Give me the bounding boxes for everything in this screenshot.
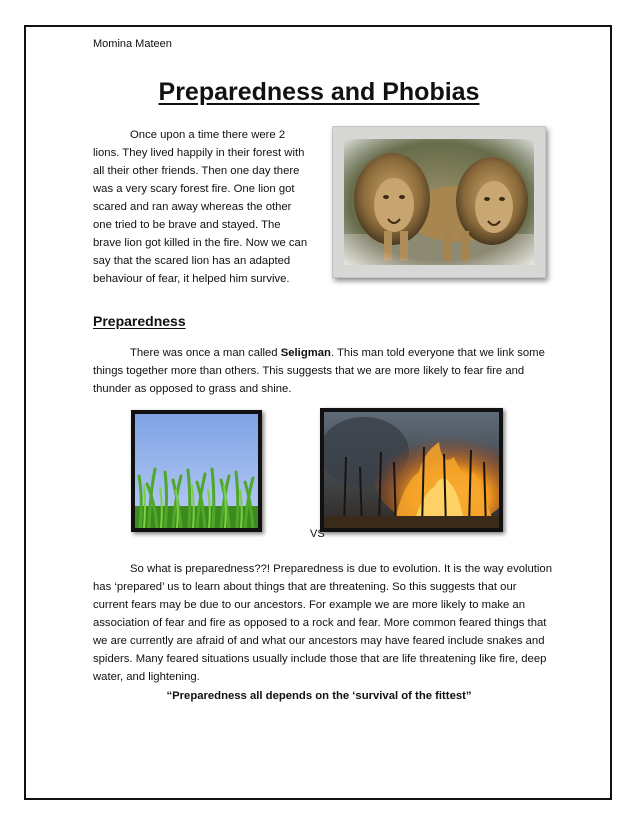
- grass-image-frame: [131, 410, 262, 532]
- lions-image: [344, 139, 534, 265]
- author-name: Momina Mateen: [93, 38, 172, 50]
- page-title: Preparedness and Phobias: [158, 78, 480, 106]
- lions-image-frame: [332, 126, 546, 278]
- section-heading-preparedness: Preparedness: [93, 313, 186, 329]
- seligman-text-after: . This man told everyone that we link some things together more than others. This suggests that we are more likely to fear fire and thunder as opposed to grass and shine.: [93, 347, 545, 395]
- grass-image: [135, 414, 258, 528]
- intro-paragraph: Once upon a time there were 2 lions. They lived happily in their forest with all their other friends. Then one day there was a very scary forest fire. One lion got scared and ran away whereas the other one tried to be brave and stayed. The brave lion got killed in the fire. Now we can say that the scared lion has an adapted behaviour of fear, it helped him survive.: [93, 129, 308, 285]
- vs-label: VS: [310, 528, 325, 540]
- seligman-paragraph: [93, 344, 553, 398]
- fire-image: [324, 412, 499, 528]
- seligman-text-before: There was once a man called: [130, 347, 281, 359]
- fire-image-frame: [320, 408, 503, 532]
- evolution-paragraph: So what is preparedness??! Preparedness is due to evolution. It is the way evolution has ‘prepared’ us to learn about things that are threatening. So this suggests that our current fears may be due to our ancestors. For example we are more likely to make an association of fear and fire as opposed to a rock and fear. More common feared things that we are currently are afraid of and what our ancestors may have feared include snakes and spiders. Many feared situations usually include those that are life threatening like fire, deep water, and lightening.: [93, 563, 553, 683]
- seligman-name: Seligman: [280, 347, 331, 359]
- closing-quote: “Preparedness all depends on the ‘survival of the fittest”: [166, 690, 472, 702]
